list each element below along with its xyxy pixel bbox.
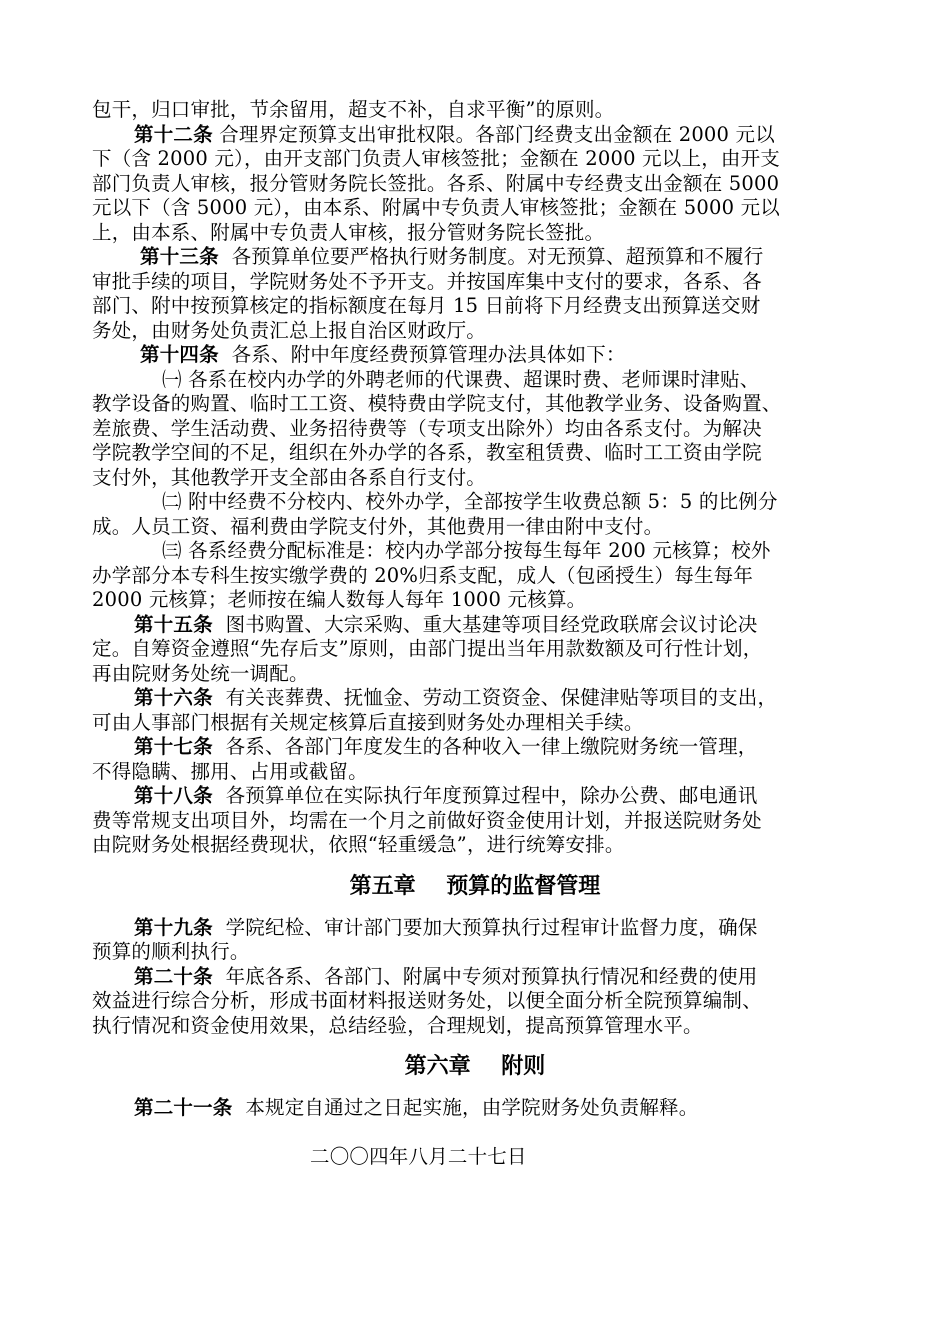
article-title: 第十五条: [134, 612, 213, 636]
article-title: 第二十一条: [134, 1096, 233, 1119]
text-line: 上，由本系、附属中专负责人审核，报分管财务院长签批。: [92, 220, 605, 244]
text-line: 部门、附中按预算核定的指标额度在每月 15 日前将下月经费支出预算送交财: [92, 294, 761, 317]
article-19: [92, 916, 858, 941]
article-14: [92, 343, 858, 368]
text-line: 各系、各部门年度发生的各种收入一律上缴院财务统一管理，: [212, 735, 758, 758]
text-line: 办学部分本专科生按实缴学费的 20%归系支配，成人（包函授生）每生每年: [92, 563, 754, 587]
text-line: 2000 元核算；老师按在编人数每人每年 1000 元核算。: [92, 588, 587, 611]
article-15: [92, 613, 858, 638]
article-17: [92, 735, 858, 760]
article-title: 第十三条: [140, 245, 219, 268]
text-line: 执行情况和资金使用效果，总结经验，合理规划，提高预算管理水平。: [92, 1013, 703, 1037]
article-title: 第十六条: [134, 686, 213, 709]
chapter-5-heading: 第五章 预算的监督管理: [349, 873, 601, 899]
text-line: 下（含 2000 元），由开支部门负责人审核签批；金额在 2000 元以上，由开支: [92, 147, 780, 170]
text-line: 审批手续的项目，学院财务处不予开支。并按国库集中支付的要求，各系、各: [92, 269, 762, 293]
text-line: 费等常规支出项目外，均需在一个月之前做好资金使用计划，并报送院财务处: [92, 808, 762, 832]
text-line: 有关丧葬费、抚恤金、劳动工资资金、保健津贴等项目的支出，: [212, 686, 778, 709]
chapter-6-heading: 第六章 附则: [404, 1054, 546, 1079]
article-title: 第二十条: [134, 964, 213, 988]
article-13: [92, 245, 858, 270]
article-title: 第十二条: [134, 122, 213, 146]
text-line: ㈢ 各系经费分配标准是：校内办学部分按每生每年 200 元核算；校外: [162, 539, 771, 562]
text-line: 由院财务处根据经费现状，依照“轻重缓急”，进行统筹安排。: [92, 833, 625, 856]
article-21: [92, 1096, 858, 1121]
article-title: 第十四条: [140, 343, 219, 366]
text-line: 效益进行综合分析，形成书面材料报送财务处，以便全面分析全院预算编制、: [92, 989, 762, 1012]
text-line: 支付外，其他教学开支全部由各系自行支付。: [92, 465, 487, 489]
article-18: [92, 784, 858, 809]
text-line: ㈡ 附中经费不分校内、校外办学，全部按学生收费总额 5：5 的比例分: [162, 490, 778, 513]
text-line: ㈠ 各系在校内办学的外聘老师的代课费、超课时费、老师课时津贴、: [162, 367, 760, 391]
text-line: 不得隐瞒、挪用、占用或截留。: [92, 759, 368, 783]
article-12: [92, 123, 858, 148]
text-line: 再由院财务处统一调配。: [92, 661, 309, 685]
text-line: 部门负责人审核，报分管财务院长签批。各系、附属中专经费支出金额在 5000: [92, 171, 780, 195]
text-line: 定。自筹资金遵照“先存后支”原则，由部门提出当年用款数额及可行性计划，: [92, 637, 763, 660]
text-line: 各系、附中年度经费预算管理办法具体如下：: [218, 343, 626, 366]
text-line: 年底各系、各部门、附属中专须对预算执行情况和经费的使用: [212, 964, 758, 988]
text-line: 成。人员工资、福利费由学院支付外，其他费用一律由附中支付。: [92, 514, 664, 538]
text-line: 图书购置、大宗采购、重大基建等项目经党政联席会议讨论决: [212, 612, 758, 636]
article-title: 第十九条: [134, 915, 213, 939]
text-line: 教学设备的购置、临时工工资、模特费由学院支付，其他教学业务、设备购置、: [92, 392, 782, 415]
article-title: 第十七条: [134, 735, 213, 758]
text-line: 学院教学空间的不足，组织在外办学的各系，教室租赁费、临时工工资由学院: [92, 441, 762, 464]
text-line: 各预算单位在实际执行年度预算过程中，除办公费、邮电通讯: [212, 784, 758, 807]
text-line: 务处，由财务处负责汇总上报自治区财政厅。: [92, 318, 487, 342]
article-title: 第十八条: [134, 784, 213, 807]
text-line: 本规定自通过之日起实施，由学院财务处负责解释。: [232, 1096, 699, 1119]
article-20: [92, 965, 858, 990]
document-body: [92, 98, 858, 1169]
text-line: 学院纪检、审计部门要加大预算执行过程审计监督力度，确保: [212, 915, 758, 939]
text-line: 各预算单位要严格执行财务制度。对无预算、超预算和不履行: [218, 245, 764, 268]
text-line: 元以下（含 5000 元），由本系、附属中专负责人审核签批；金额在 5000 元以: [92, 196, 780, 219]
text-line: 差旅费、学生活动费、业务招待费等（专项支出除外）均由各系支付。为解决: [92, 416, 762, 440]
text-line: 可由人事部门根据有关规定核算后直接到财务处办理相关手续。: [92, 710, 644, 734]
article-16: [92, 686, 858, 711]
document-date: 二〇〇四年八月二十七日: [310, 1144, 527, 1168]
text-line: 包干，归口审批，节余留用，超支不补，自求平衡”的原则。: [92, 98, 615, 121]
text-line: 预算的顺利执行。: [92, 940, 250, 963]
text-line: 合理界定预算支出审批权限。各部门经费支出金额在 2000 元以: [212, 122, 775, 146]
